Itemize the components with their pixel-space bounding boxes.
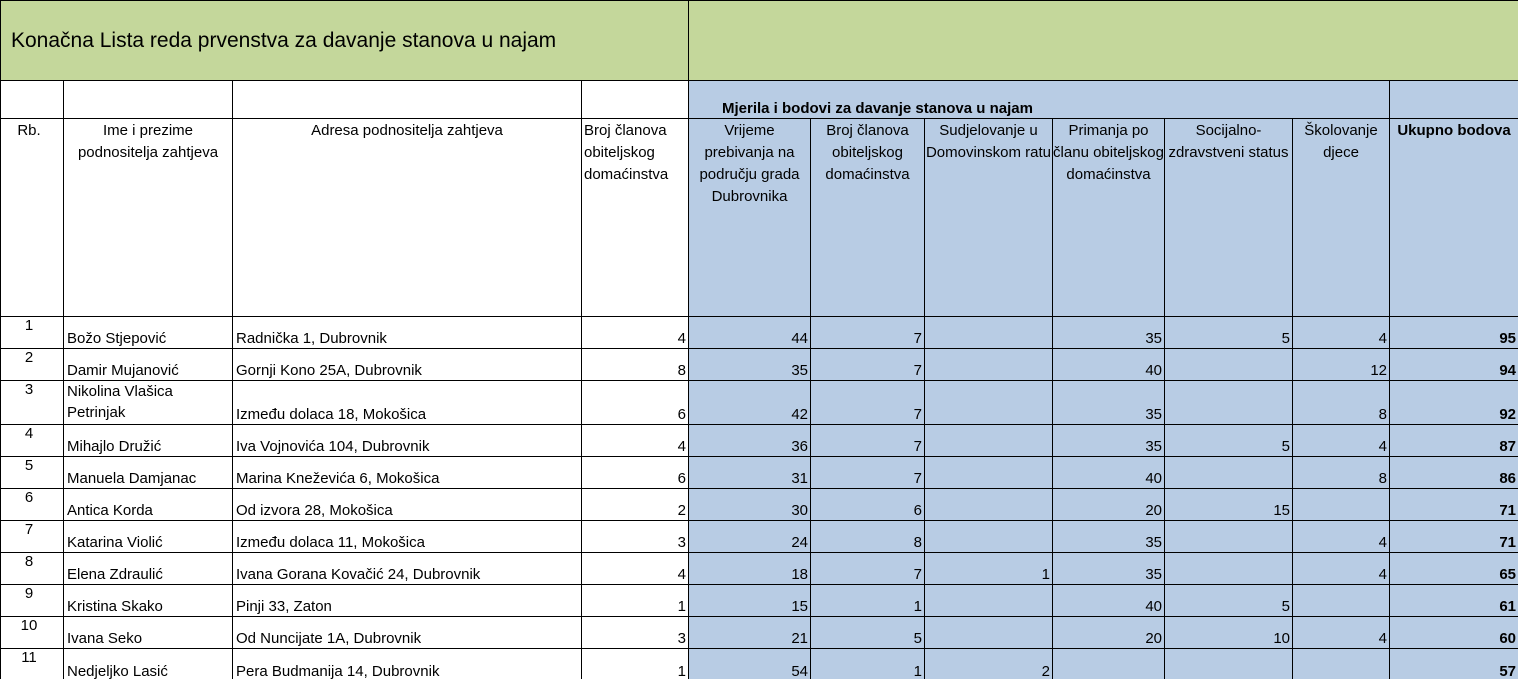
cell-residence: 54	[689, 649, 811, 679]
cell-social	[1165, 457, 1293, 489]
cell-rb: 3	[1, 381, 64, 425]
table-row	[1, 381, 1518, 425]
cell-social: 10	[1165, 617, 1293, 649]
cell-income: 20	[1053, 489, 1165, 521]
cell-total: 94	[1390, 349, 1518, 381]
cell-name: Božo Stjepović	[64, 317, 233, 349]
col-header-total: Ukupno bodova	[1390, 119, 1518, 317]
cell-war	[925, 317, 1053, 349]
cell-residence: 24	[689, 521, 811, 553]
cell-rb: 7	[1, 521, 64, 553]
title-row	[1, 1, 1518, 81]
sheet-title: Konačna Lista reda prvenstva za davanje stanova u najam	[1, 1, 689, 81]
cell-education: 8	[1293, 457, 1390, 489]
empty-cell	[233, 81, 582, 119]
cell-rb: 9	[1, 585, 64, 617]
cell-members: 1	[582, 649, 689, 679]
cell-name: Mihajlo Družić	[64, 425, 233, 457]
cell-education: 8	[1293, 381, 1390, 425]
cell-address: Od izvora 28, Mokošica	[233, 489, 582, 521]
cell-name: Damir Mujanović	[64, 349, 233, 381]
cell-total: 65	[1390, 553, 1518, 585]
cell-name: Nikolina Vlašica Petrinjak	[64, 381, 233, 425]
cell-war: 1	[925, 553, 1053, 585]
criteria-group-header: Mjerila i bodovi za davanje stanova u najam	[689, 81, 1390, 119]
cell-income	[1053, 649, 1165, 679]
cell-members-points: 1	[811, 585, 925, 617]
cell-name: Antica Korda	[64, 489, 233, 521]
table-row	[1, 521, 1518, 553]
cell-residence: 35	[689, 349, 811, 381]
cell-war	[925, 489, 1053, 521]
cell-total: 87	[1390, 425, 1518, 457]
cell-residence: 21	[689, 617, 811, 649]
cell-war	[925, 381, 1053, 425]
cell-social	[1165, 521, 1293, 553]
cell-members: 4	[582, 553, 689, 585]
cell-residence: 18	[689, 553, 811, 585]
cell-rb: 2	[1, 349, 64, 381]
cell-social: 5	[1165, 425, 1293, 457]
cell-address: Ivana Gorana Kovačić 24, Dubrovnik	[233, 553, 582, 585]
cell-members: 3	[582, 617, 689, 649]
cell-education: 4	[1293, 425, 1390, 457]
cell-education: 12	[1293, 349, 1390, 381]
cell-rb: 8	[1, 553, 64, 585]
cell-members-points: 6	[811, 489, 925, 521]
cell-income: 35	[1053, 521, 1165, 553]
cell-rb: 11	[1, 649, 64, 679]
cell-members-points: 7	[811, 381, 925, 425]
cell-members-points: 8	[811, 521, 925, 553]
col-header-members: Broj članova obiteljskog domaćinstva	[582, 119, 689, 317]
col-header-war: Sudjelovanje u Domovinskom ratu	[925, 119, 1053, 317]
cell-total: 71	[1390, 489, 1518, 521]
cell-war	[925, 585, 1053, 617]
cell-education: 4	[1293, 617, 1390, 649]
empty-cell	[582, 81, 689, 119]
table-row	[1, 617, 1518, 649]
cell-total: 92	[1390, 381, 1518, 425]
cell-members: 2	[582, 489, 689, 521]
col-header-education: Školovanje djece	[1293, 119, 1390, 317]
cell-income: 40	[1053, 349, 1165, 381]
cell-education: 4	[1293, 521, 1390, 553]
cell-social	[1165, 381, 1293, 425]
cell-war	[925, 521, 1053, 553]
group-header-row	[1, 81, 1518, 119]
table-row	[1, 649, 1518, 679]
cell-income: 40	[1053, 585, 1165, 617]
cell-rb: 10	[1, 617, 64, 649]
table-row	[1, 425, 1518, 457]
col-header-name: Ime i prezime podnositelja zahtjeva	[64, 119, 233, 317]
table-row	[1, 553, 1518, 585]
cell-social: 15	[1165, 489, 1293, 521]
empty-cell	[1, 81, 64, 119]
cell-income: 40	[1053, 457, 1165, 489]
table-row	[1, 489, 1518, 521]
cell-total: 86	[1390, 457, 1518, 489]
cell-address: Gornji Kono 25A, Dubrovnik	[233, 349, 582, 381]
total-group-cell	[1390, 81, 1518, 119]
cell-war: 2	[925, 649, 1053, 679]
cell-residence: 36	[689, 425, 811, 457]
cell-education	[1293, 585, 1390, 617]
col-header-income: Primanja po članu obiteljskog domaćinstva	[1053, 119, 1165, 317]
cell-residence: 44	[689, 317, 811, 349]
cell-address: Radnička 1, Dubrovnik	[233, 317, 582, 349]
cell-total: 71	[1390, 521, 1518, 553]
cell-war	[925, 425, 1053, 457]
cell-members: 3	[582, 521, 689, 553]
cell-name: Nedjeljko Lasić	[64, 649, 233, 679]
cell-members-points: 5	[811, 617, 925, 649]
cell-members: 1	[582, 585, 689, 617]
cell-residence: 31	[689, 457, 811, 489]
cell-residence: 15	[689, 585, 811, 617]
cell-address: Pinji 33, Zaton	[233, 585, 582, 617]
table-row	[1, 457, 1518, 489]
table-row	[1, 317, 1518, 349]
cell-education: 4	[1293, 317, 1390, 349]
cell-social	[1165, 349, 1293, 381]
cell-name: Kristina Skako	[64, 585, 233, 617]
cell-address: Između dolaca 18, Mokošica	[233, 381, 582, 425]
cell-rb: 5	[1, 457, 64, 489]
cell-members-points: 7	[811, 317, 925, 349]
col-header-social: Socijalno-zdravstveni status	[1165, 119, 1293, 317]
cell-social	[1165, 553, 1293, 585]
title-filler-cell	[689, 1, 1518, 81]
cell-members: 6	[582, 381, 689, 425]
empty-cell	[64, 81, 233, 119]
table-row	[1, 349, 1518, 381]
cell-members: 4	[582, 425, 689, 457]
cell-address: Marina Kneževića 6, Mokošica	[233, 457, 582, 489]
cell-members-points: 7	[811, 553, 925, 585]
cell-rb: 1	[1, 317, 64, 349]
cell-total: 95	[1390, 317, 1518, 349]
cell-rb: 4	[1, 425, 64, 457]
cell-rb: 6	[1, 489, 64, 521]
cell-members-points: 7	[811, 349, 925, 381]
cell-name: Manuela Damjanac	[64, 457, 233, 489]
cell-education	[1293, 649, 1390, 679]
col-header-residence: Vrijeme prebivanja na području grada Dubrovnika	[689, 119, 811, 317]
cell-members: 6	[582, 457, 689, 489]
table-row	[1, 585, 1518, 617]
cell-address: Pera Budmanija 14, Dubrovnik	[233, 649, 582, 679]
cell-address: Iva Vojnovića 104, Dubrovnik	[233, 425, 582, 457]
cell-members: 8	[582, 349, 689, 381]
cell-income: 35	[1053, 425, 1165, 457]
cell-education: 4	[1293, 553, 1390, 585]
cell-war	[925, 349, 1053, 381]
col-header-address: Adresa podnositelja zahtjeva	[233, 119, 582, 317]
col-header-rb: Rb.	[1, 119, 64, 317]
cell-income: 35	[1053, 381, 1165, 425]
cell-income: 35	[1053, 553, 1165, 585]
cell-address: Između dolaca 11, Mokošica	[233, 521, 582, 553]
cell-income: 35	[1053, 317, 1165, 349]
cell-members-points: 7	[811, 457, 925, 489]
cell-members-points: 1	[811, 649, 925, 679]
cell-total: 57	[1390, 649, 1518, 679]
cell-members: 4	[582, 317, 689, 349]
cell-name: Elena Zdraulić	[64, 553, 233, 585]
cell-social	[1165, 649, 1293, 679]
cell-war	[925, 617, 1053, 649]
cell-social: 5	[1165, 585, 1293, 617]
cell-address: Od Nuncijate 1A, Dubrovnik	[233, 617, 582, 649]
cell-name: Katarina Violić	[64, 521, 233, 553]
cell-social: 5	[1165, 317, 1293, 349]
cell-total: 60	[1390, 617, 1518, 649]
cell-total: 61	[1390, 585, 1518, 617]
cell-education	[1293, 489, 1390, 521]
cell-name: Ivana Seko	[64, 617, 233, 649]
cell-income: 20	[1053, 617, 1165, 649]
column-header-row	[1, 119, 1518, 317]
cell-residence: 42	[689, 381, 811, 425]
cell-war	[925, 457, 1053, 489]
cell-members-points: 7	[811, 425, 925, 457]
col-header-members-points: Broj članova obiteljskog domaćinstva	[811, 119, 925, 317]
cell-residence: 30	[689, 489, 811, 521]
